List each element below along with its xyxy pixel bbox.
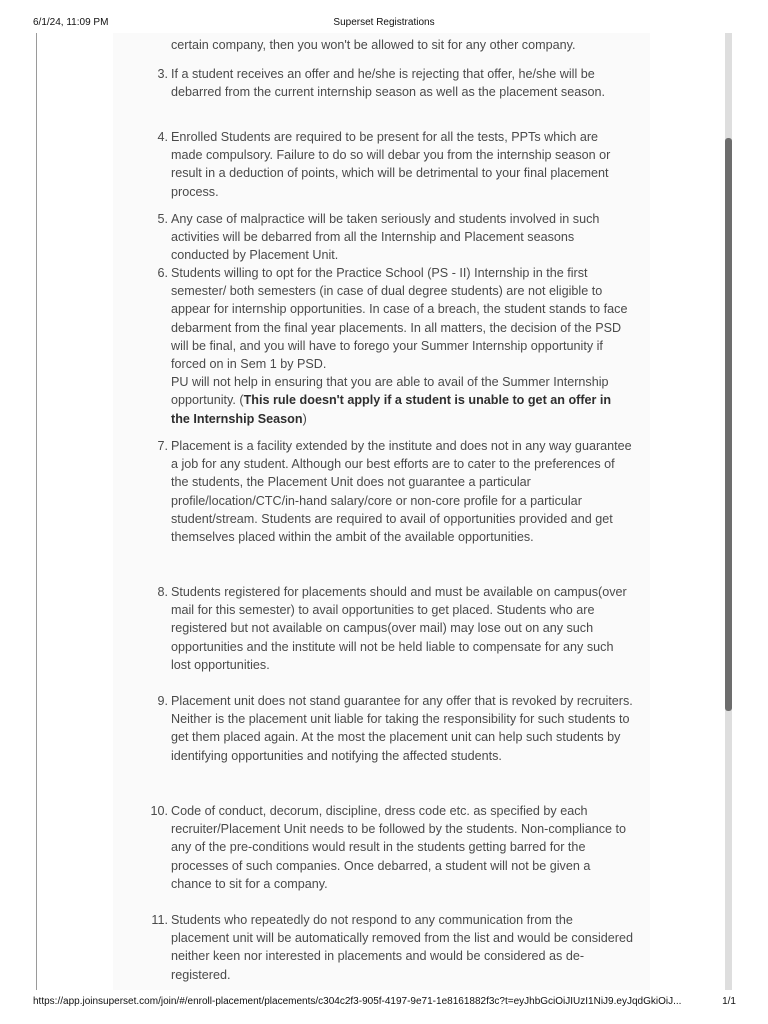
scrollbar-thumb[interactable] xyxy=(725,138,732,711)
print-url: https://app.joinsuperset.com/join/#/enroll-placement/placements/c304c2f3-905f-4197-9e71-1e8161882f3c?t=eyJhbGciOiJIUzI1NiJ9.eyJqdGkiOiJ... xyxy=(33,996,682,1007)
list-item xyxy=(113,210,650,265)
rule-number: 8. xyxy=(157,585,168,599)
list-item xyxy=(113,692,650,765)
rule-number: 3. xyxy=(157,67,168,81)
rule-number: 6. xyxy=(157,266,168,280)
list-item xyxy=(113,911,650,984)
rule-text: Students registered for placements should and must be available on campus(over mail for this semester) to avail opportunities to get placed. Students who are registered but not available on campus(over mail) may lose out on any such opportunities and the institute will not be held liable to compensate for any such lost opportunities. xyxy=(171,585,627,672)
print-date: 6/1/24, 11:09 PM xyxy=(33,17,109,28)
print-page-title: Superset Registrations xyxy=(333,17,435,28)
rule-number: 7. xyxy=(157,439,168,453)
rule-note-tail: ) xyxy=(302,411,307,426)
list-item xyxy=(113,802,650,893)
list-item xyxy=(113,65,650,101)
rule-text: Any case of malpractice will be taken seriously and students involved in such activities will be debarred from all the Internship and Placement seasons conducted by Placement Unit. xyxy=(171,212,600,263)
print-page-number: 1/1 xyxy=(722,996,736,1007)
rule-text: Placement unit does not stand guarantee for any offer that is revoked by recruiters. Neither is the placement unit liable for taking the responsibility for such students to get them placed again. At the most the placement unit can help such students by identifying opportunities and notifying the affected students. xyxy=(171,694,633,763)
rule-number: 9. xyxy=(157,694,168,708)
rule-text: If a student receives an offer and he/she is rejecting that offer, he/she will be debarred from the current internship season as well as the placement season. xyxy=(171,67,606,100)
rule-note xyxy=(171,373,633,428)
rule-number: 11. xyxy=(151,913,168,927)
rule-text: certain company, then you won't be allowed to sit for any other company. xyxy=(171,38,576,52)
rule-text: Placement is a facility extended by the institute and does not in any way guarantee a job for any student. Although our best efforts are to cater to the preferences of the students, the Placement Unit does not guarantee a particular profile/location/CTC/in-hand salary/core or non-core profile for a particular student/stream. Students are required to avail of opportunities provided and get themselves placed within the ambit of the available opportunities. xyxy=(171,439,632,545)
rule-number: 10. xyxy=(150,804,168,818)
rule-note-bold: This rule doesn't apply if a student is unable to get an offer in the Internship Season xyxy=(171,393,612,426)
placement-rules-list xyxy=(113,33,650,990)
list-item xyxy=(113,128,650,201)
rule-note-text: PU will not help in ensuring that you are able to avail of the Summer Internship opportunity. ( xyxy=(171,375,609,408)
rule-text: Students who repeatedly do not respond to any communication from the placement unit will be automatically removed from the list and would be considered neither keen nor interested in placements and would be considered as de-registered. xyxy=(171,913,634,982)
rule-text: Students willing to opt for the Practice School (PS - II) Internship in the first semester/ both semesters (in case of dual degree students) are not eligible to appear for internship opportunities. In case of a breach, the student stands to face debarment from the final year placements. In all matters, the decision of the PSD will be final, and you will have to forego your Summer Internship opportunity if forced on in Sem 1 by PSD. xyxy=(171,266,628,372)
list-item xyxy=(113,583,650,674)
list-item xyxy=(113,36,650,54)
left-divider xyxy=(36,33,37,990)
rule-number: 5. xyxy=(157,212,168,226)
rule-number: 4. xyxy=(157,130,168,144)
rule-text: Code of conduct, decorum, discipline, dress code etc. as specified by each recruiter/Placement Unit needs to be followed by the students. Non-compliance to any of the pre-conditions would result in the students getting barred for the processes of such companies. Once debarred, a student will not be given a chance to sit for a company. xyxy=(171,804,627,891)
list-item xyxy=(113,437,650,546)
rule-text: Enrolled Students are required to be present for all the tests, PPTs which are made compulsory. Failure to do so will debar you from the internship season or result in a deduction of points, which will be detrimental to your final placement process. xyxy=(171,130,611,199)
list-item xyxy=(113,264,650,428)
